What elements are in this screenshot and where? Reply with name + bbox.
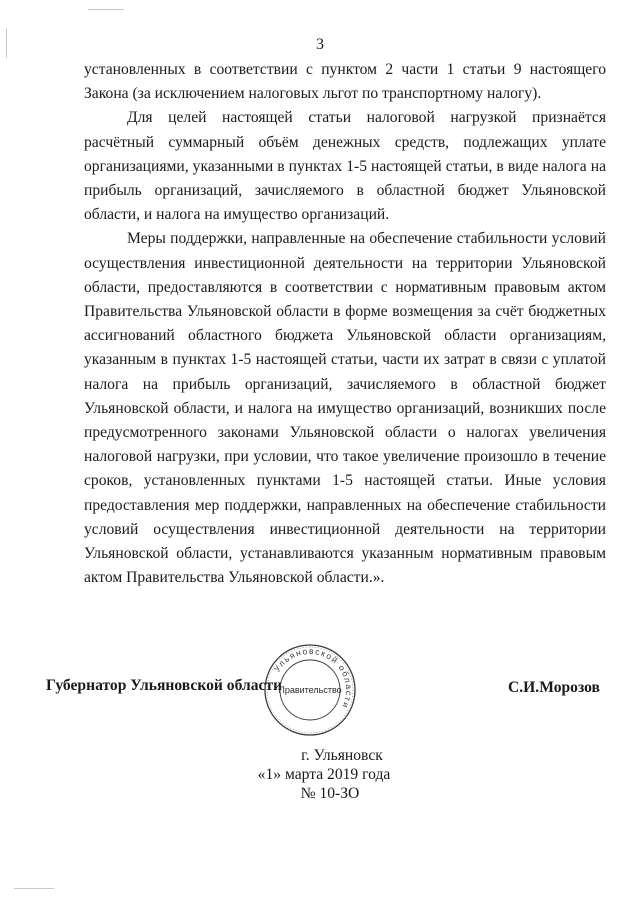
footer-date: «1» марта 2019 года: [257, 766, 391, 783]
seal-center-text: Правительство: [278, 685, 342, 695]
svg-text:Ульяновской области: Ульяновской области: [271, 645, 355, 711]
page-number: 3: [316, 36, 324, 53]
paragraph-1: установленных в соответствии с пунктом 2 части 1 статьи 9 настоящего Закона (за исключением налоговых льгот по транспортному налогу).: [84, 61, 606, 103]
document-body: [84, 58, 606, 590]
document-footer: [0, 746, 640, 803]
signatory-name: С.И.Морозов: [508, 679, 600, 696]
scan-artifact-top: [88, 9, 124, 10]
footer-law-number: № 10-ЗО: [300, 785, 360, 802]
scan-artifact-bottom: [14, 888, 54, 889]
signatory-title: Губернатор Ульяновской области: [46, 677, 283, 694]
footer-city: г. Ульяновск: [301, 747, 383, 764]
official-seal-stamp: [262, 642, 358, 738]
paragraph-2: Для целей настоящей статьи налоговой нагрузкой признаётся расчётный суммарный объём денежных средств, подлежащих уплате организациями, указанными в пунктах 1-5 настоящей статьи, в виде налога на прибыль организаций, зачисляемого в областной бюджет Ульяновской области, и налога на имущество организаций.: [84, 109, 606, 224]
scan-artifact-left: [6, 28, 7, 58]
paragraph-3: Меры поддержки, направленные на обеспечение стабильности условий осуществления инвестиционной деятельности на территории Ульяновской области, предоставляются в соответствии с нормативным правовым актом Правительства Ульяновской области в форме возмещения за счёт бюджетных ассигнований областного бюджета Ульяновской области организациям, указанным в пунктах 1-5 настоящей статьи, части их затрат в связи с уплатой налога на прибыль организаций, зачисляемого в областной бюджет Ульяновской области, и налога на имущество организаций, возникших после предусмотренного законами Ульяновской области о налогах увеличения налоговой нагрузки, при условии, что такое увеличение произошло в течение сроков, установленных пунктами 1-5 настоящей статьи. Иные условия предоставления мер поддержки, направленных на обеспечение стабильности условий осуществления инвестиционной деятельности на территории Ульяновской области, устанавливаются указанным нормативным правовым актом Правительства Ульяновской области.».: [84, 230, 606, 587]
